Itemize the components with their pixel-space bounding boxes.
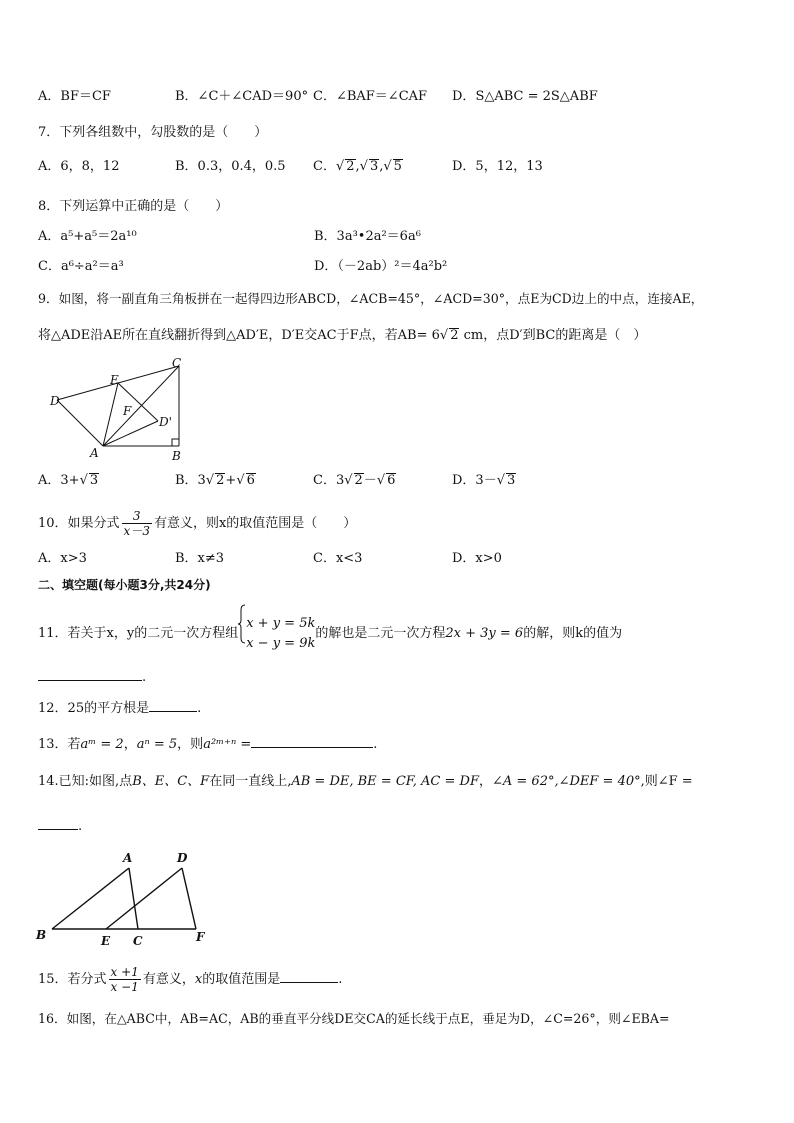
q14-label-a: A [123,851,133,865]
q9-segment-ae [103,383,118,446]
q11-system [246,614,315,654]
q15-numerator: x +1 [110,965,139,979]
q9-figure [46,355,196,465]
q9-option-b: B．3√ 2+√ 6 [175,473,255,488]
q7-option-a: A．6，8，12 [38,159,120,174]
q14-segment-ac [129,868,138,929]
q9-a-radicand: 3 [89,473,99,488]
q15-stem [38,964,342,996]
q9-d-radicand: 3 [507,473,516,488]
q9-label-c: C [172,356,182,370]
q9-label-d: D [50,394,60,408]
q10-option-a: A．x>3 [38,551,87,566]
q9-label-a: A [90,446,99,460]
q9-stem-line2: 将△ADE沿AE所在直线翻折得到△AD′E，D′E交AC于F点，若AB= 6√ 2 cm，点D′到BC的距离是（ ） [38,328,647,343]
q14-separator: ， [478,774,492,789]
q9-option-b-label: B．3 [175,473,206,488]
q9-b-operator: + [225,473,237,488]
q8-option-c: C．a⁶÷a²＝a³ [38,259,124,274]
q9-b-radicand-1: 2 [216,473,225,488]
q11-stem [38,604,622,663]
q11-equation-2: x − y = 9k [246,635,316,651]
q11-stem-text: 11．若关于x，y的二元一次方程组 [38,626,239,641]
q15-answer-blank[interactable] [280,968,338,983]
q14-stem-mid: 在同一直线上, [209,774,292,789]
q11-equation-1: x + y = 5k [246,615,316,631]
q9-c-radicand-1: 2 [354,473,363,488]
q11-equation-3: 2x + 3y = 6 [445,626,524,641]
q10-option-b: B．x≠3 [175,551,225,566]
q7-option-b: B．0.3，0.4，0.5 [175,159,286,174]
q8-option-d: D．（－2ab）²＝4a²b² [314,259,448,274]
q15-variable: x [194,972,203,987]
q13-stem [38,733,377,754]
q7-c-radicand-3: 5 [393,159,402,174]
q14-stem [38,773,693,791]
q9-option-c-label: C．3 [313,473,345,488]
q7-option-d: D．5，12，13 [452,159,543,174]
q13-condition-1: aᵐ = 2 [80,737,124,752]
q12-stem-text: 12．25的平方根是 [38,701,150,716]
q9-option-d: D．3－√ 3 [452,473,516,488]
q8-option-b: B．3a³•2a²＝6a⁶ [314,229,421,244]
q11-period: . [142,670,147,685]
q8-stem: 8．下列运算中正确的是（ ） [38,199,229,214]
q14-label-f: F [196,930,205,944]
q10-fraction [122,509,152,538]
q15-period: . [338,972,343,987]
q14-label-e: E [101,934,111,948]
q6-option-d [452,88,598,106]
q9-c-operator: － [363,473,377,488]
q13-answer-blank[interactable] [251,733,373,748]
q9-option-a: A．3+√ 3 [38,473,99,488]
q6-option-a: A．BF＝CF [38,89,111,104]
q14-answer-blank[interactable] [38,815,78,830]
q8-option-a: A．a⁵+a⁵＝2a¹⁰ [38,229,137,244]
q14-equalities: AB = DE, BE = CF, AC = DF [291,774,479,789]
q15-stem-text: 15．若分式 [38,972,107,987]
q9-option-a-label: A．3+ [38,473,80,488]
section-2-heading: 二、填空题(每小题3分,共24分) [38,578,211,592]
q16-stem: 16．如图，在△ABC中，AB=AC，AB的垂直平分线DE交CA的延长线于点E，垂足为D，∠C=26°，则∠EBA= [38,1011,670,1026]
q13-stem-mid: ，则 [177,737,204,752]
q11-stem-end: 的解，则k的值为 [523,626,623,641]
q7-c-radicand-2: 3 [369,159,379,174]
q10-stem [38,508,356,540]
q9-right-angle-mark [172,439,179,446]
q9-label-f: F [123,404,132,418]
q14-period: . [78,819,83,834]
q13-condition-2: aⁿ = 5 [136,737,178,752]
q11-answer-blank[interactable] [38,666,142,681]
q6-option-b: B．∠C＋∠CAD＝90° [175,89,309,104]
q14-answer-line [38,815,82,836]
q11-answer-line [38,666,146,687]
q9-stem-line2-text: 将△ADE沿AE所在直线翻折得到△AD′E，D′E交AC于F点，若AB= 6 [38,328,440,343]
q9-label-dprime: D' [159,415,172,429]
q15-denominator: x −1 [110,980,139,994]
q9-option-c: C．3√ 2－√ 6 [313,473,396,488]
q15-stem-mid: 有意义， [142,972,195,987]
q11-brace [238,604,246,663]
q10-stem-text: 10．如果分式 [38,516,120,531]
q13-expression: a²ᵐ⁺ⁿ = [203,737,252,752]
q13-stem-text: 13．若 [38,737,81,752]
q10-denominator: x－3 [123,524,150,538]
q12-answer-blank[interactable] [149,697,197,712]
q13-period: . [373,737,378,752]
q9-c-radicand-2: 6 [387,473,396,488]
q9-stem-line1: 9．如图，将一副直角三角板拼在一起得四边形ABCD，∠ACB=45°，∠ACD=30°，点E为CD边上的中点，连接AE， [38,291,704,306]
q14-segment-df [182,868,196,929]
q14-label-c: C [133,934,143,948]
q11-stem-mid: 的解也是二元一次方程 [315,626,446,641]
q14-figure [34,848,214,948]
q7-stem: 7．下列各组数中，勾股数的是（ ） [38,125,268,140]
q12-stem [38,697,201,718]
q9-segment-adp [103,421,158,446]
q6-option-c: C．∠BAF＝∠CAF [313,89,428,104]
q6-option-d-formula: S△ABC = 2S△ABF [475,89,598,104]
q14-angles: ∠A = 62°,∠DEF = 40° [491,774,641,789]
q10-option-c: C．x<3 [313,551,363,566]
q9-segment-da [57,400,103,446]
q15-stem-end: 的取值范围是 [202,972,281,987]
q14-stem-text: 14.已知:如图,点 [38,774,133,789]
q9-stem-line2-end: cm，点D′到BC的距离是（ ） [459,328,647,343]
q7-option-c-label: C． [313,159,336,174]
q9-radicand: 2 [450,328,459,343]
q14-stem-end: ,则∠F = [640,774,693,789]
q10-numerator: 3 [122,509,152,524]
q9-label-e: E [110,373,119,387]
q12-period: . [197,701,202,716]
q7-option-c: C．√ 2,√ 3,√ 5 [313,159,402,174]
q13-separator: ， [123,737,137,752]
q9-b-radicand-2: 6 [246,473,255,488]
q6-option-d-label: D． [452,89,476,104]
q14-label-d: D [177,851,188,865]
q14-label-b: B [36,928,47,942]
q9-option-d-label: D．3－ [452,473,497,488]
q15-fraction [109,965,141,994]
q7-c-radicand-1: 2 [346,159,355,174]
q10-option-d: D．x>0 [452,551,502,566]
q14-points: B、E、C、F [132,774,210,789]
q10-stem-end: 有意义，则x的取值范围是（ ） [153,516,357,531]
q9-label-b: B [172,449,181,463]
